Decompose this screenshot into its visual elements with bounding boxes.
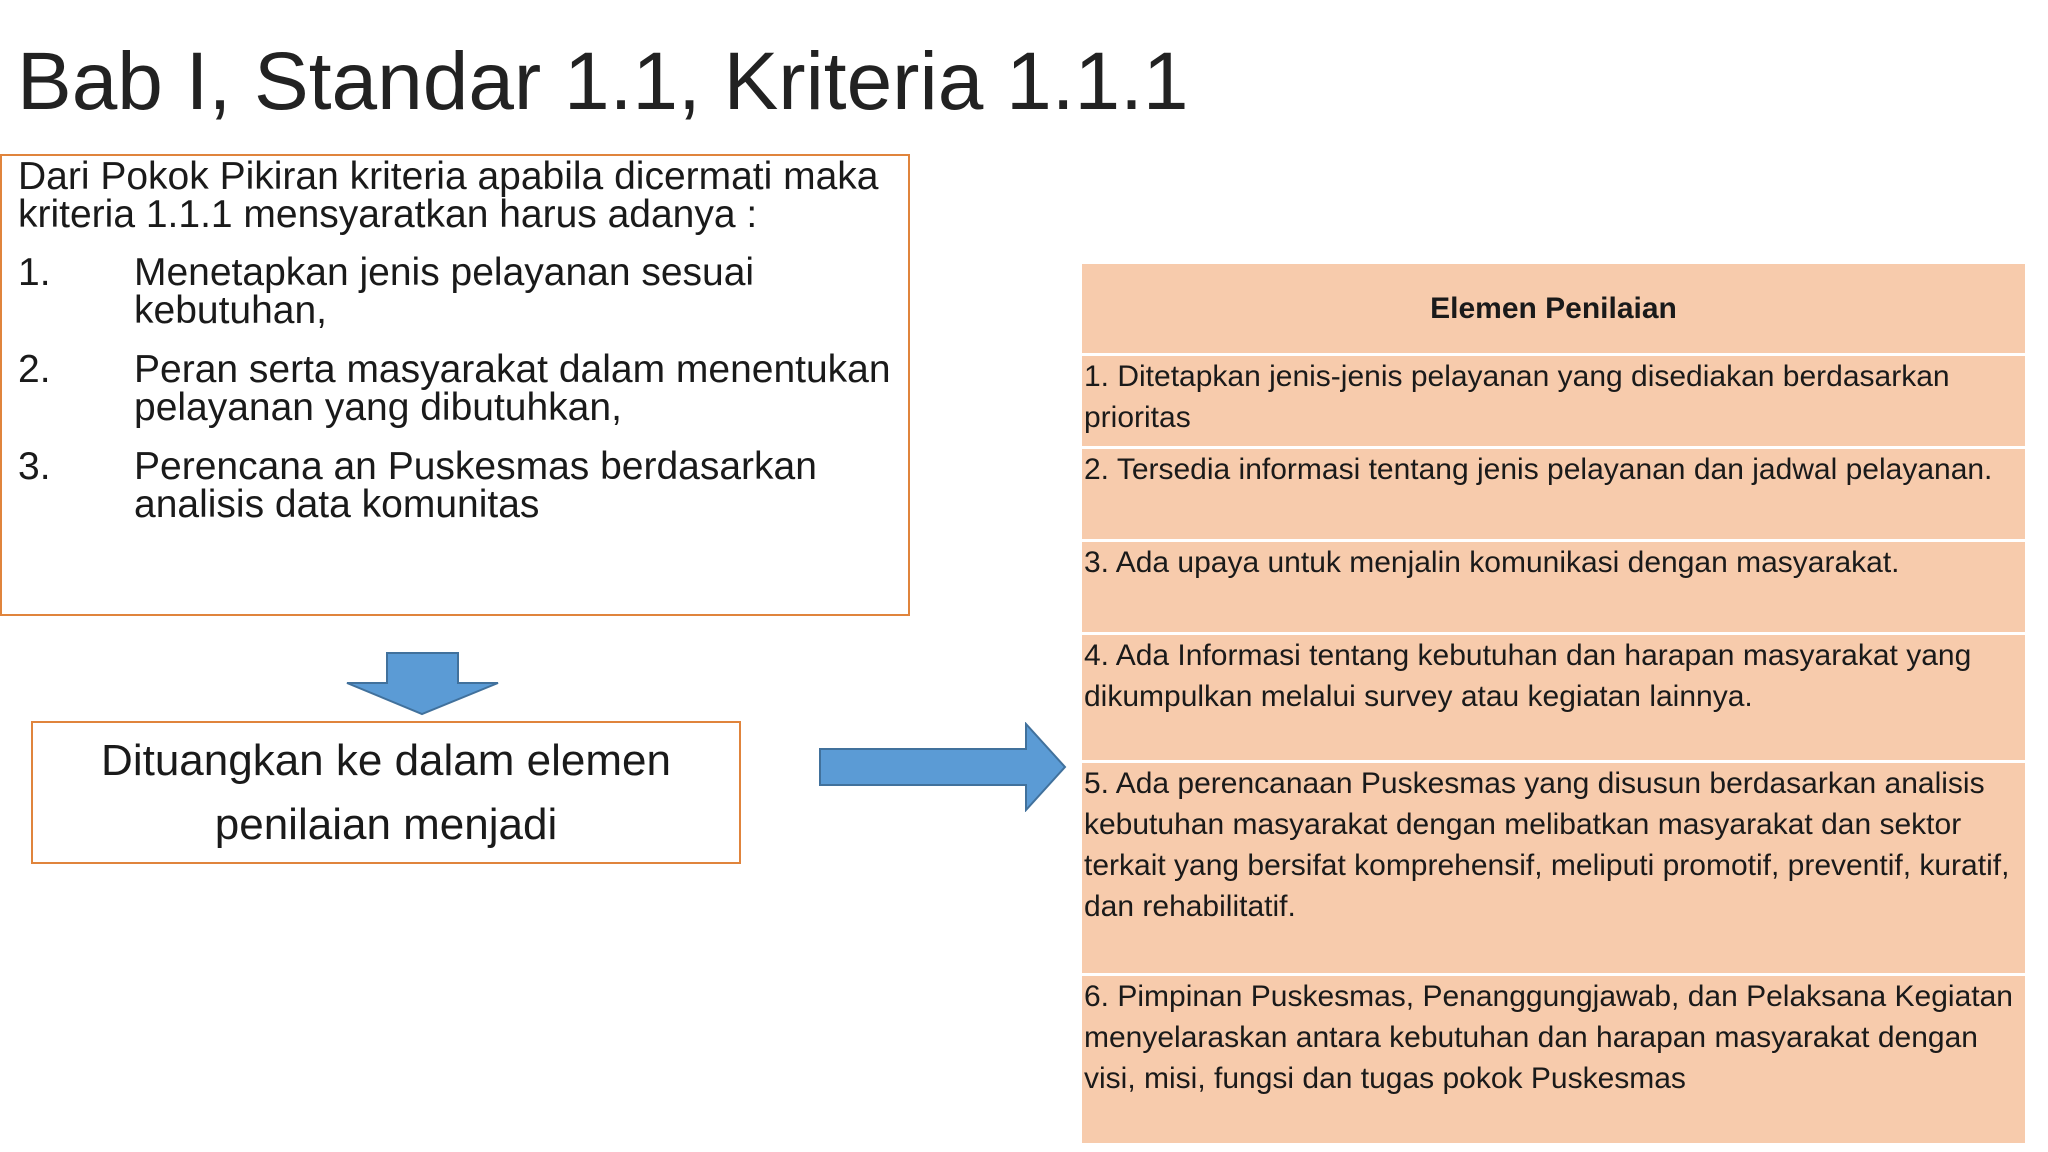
table-cell: 3. Ada upaya untuk menjalin komunikasi dengan masyarakat. <box>1082 541 2025 634</box>
criteria-item <box>18 445 894 526</box>
table-cell: 1. Ditetapkan jenis-jenis pelayanan yang disediakan berdasarkan prioritas <box>1082 355 2025 448</box>
criteria-list <box>18 251 894 526</box>
table-row <box>1082 762 2025 975</box>
criteria-box <box>0 154 910 616</box>
assessment-table <box>1082 264 2025 1146</box>
criteria-intro: Dari Pokok Pikiran kriteria apabila dicermati maka kriteria 1.1.1 mensyaratkan harus adanya : <box>18 155 879 236</box>
criteria-item-text: Peran serta masyarakat dalam menentukan pelayanan yang dibutuhkan, <box>134 348 891 429</box>
result-box <box>31 721 741 864</box>
table-row <box>1082 634 2025 762</box>
criteria-item-number: 2. <box>18 348 51 391</box>
arrow-right-icon <box>818 722 1068 812</box>
table-header: Elemen Penilaian <box>1082 264 2025 355</box>
arrow-down-icon <box>345 652 500 716</box>
table-row <box>1082 975 2025 1145</box>
criteria-item <box>18 251 894 332</box>
criteria-item-text: Perencana an Puskesmas berdasarkan analisis data komunitas <box>134 445 817 526</box>
table-cell: 4. Ada Informasi tentang kebutuhan dan harapan masyarakat yang dikumpulkan melalui survey atau kegiatan lainnya. <box>1082 634 2025 762</box>
table-cell: 6. Pimpinan Puskesmas, Penanggungjawab, dan Pelaksana Kegiatan menyelaraskan antara kebutuhan dan harapan masyarakat dengan visi, misi, fungsi dan tugas pokok Puskesmas <box>1082 975 2025 1145</box>
table-cell: 5. Ada perencanaan Puskesmas yang disusun berdasarkan analisis kebutuhan masyarakat dengan melibatkan masyarakat dan sektor terkait yang bersifat komprehensif, meliputi promotif, preventif, kuratif, dan rehabilitatif. <box>1082 762 2025 975</box>
table-row <box>1082 448 2025 541</box>
criteria-item <box>18 348 894 429</box>
slide-title: Bab I, Standar 1.1, Kriteria 1.1.1 <box>17 36 1189 127</box>
result-text: Dituangkan ke dalam elemen penilaian menjadi <box>101 735 671 849</box>
criteria-item-number: 3. <box>18 445 51 488</box>
table-header-row <box>1082 264 2025 355</box>
criteria-item-number: 1. <box>18 251 51 294</box>
table-row <box>1082 355 2025 448</box>
criteria-item-text: Menetapkan jenis pelayanan sesuai kebutuhan, <box>134 251 755 332</box>
table-cell: 2. Tersedia informasi tentang jenis pelayanan dan jadwal pelayanan. <box>1082 448 2025 541</box>
table-row <box>1082 541 2025 634</box>
